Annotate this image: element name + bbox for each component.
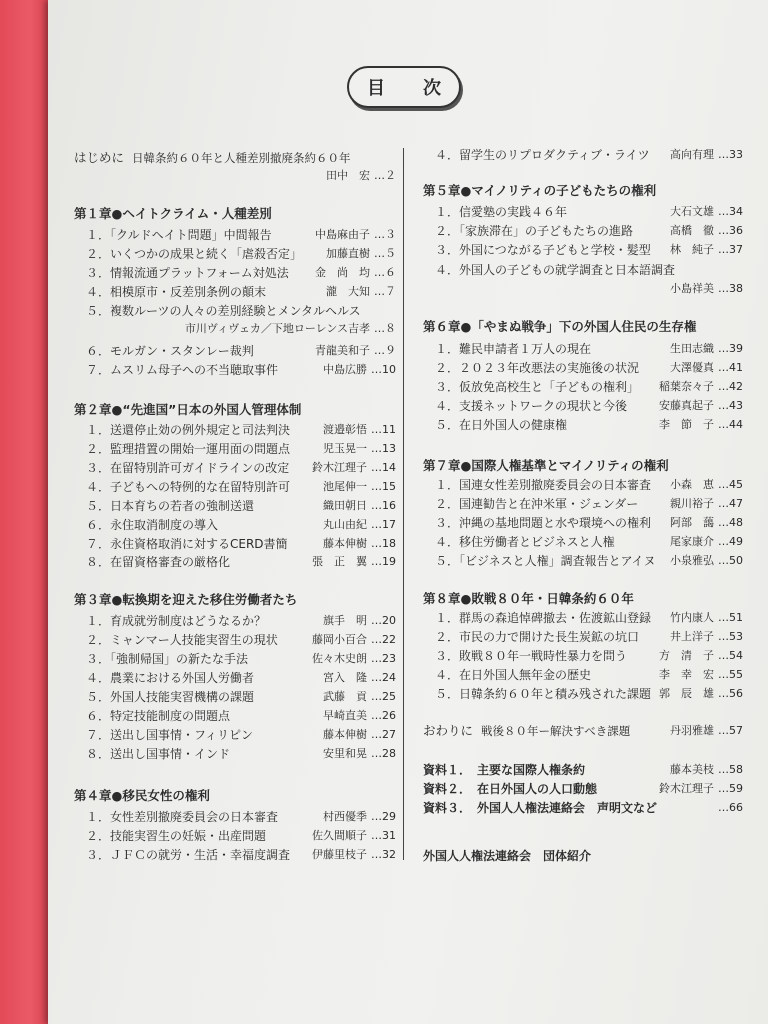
appendix-label: 資料１． — [423, 763, 472, 777]
entry-author-page — [670, 340, 743, 358]
entry-page-number: …11 — [371, 423, 396, 436]
toc-entry — [423, 647, 743, 665]
appendix-title: 外国人人権法連絡会 声明文など — [477, 801, 658, 815]
entry-page-number: …41 — [718, 361, 743, 374]
entry-title: ４．相模原市・反差別条例の顛末 — [86, 285, 267, 299]
entry-author-page — [323, 535, 396, 553]
entry-page-number: …57 — [718, 724, 743, 737]
entry-author: 生田志織 — [670, 342, 714, 355]
toc-entry — [423, 241, 743, 259]
chapter-title: 第５章●マイノリティの子どもたちの権利 — [423, 183, 657, 198]
entry-author-page — [670, 514, 743, 532]
entry-author-page — [323, 478, 396, 496]
chapter-heading — [74, 787, 396, 805]
chapter-title: 第８章●敗戦８０年・日韓条約６０年 — [423, 591, 634, 606]
toc-entry — [74, 342, 396, 360]
entry-author-page — [312, 631, 396, 649]
entry-author-page — [323, 669, 396, 687]
entry-author-page — [670, 552, 743, 570]
entry-title: ３．在留特別許可ガイドラインの改定 — [86, 461, 290, 475]
entry-author: 高橋 徹 — [670, 224, 714, 237]
chapter-title: 第３章●転換期を迎えた移住労働者たち — [74, 592, 298, 607]
entry-author: 竹内康人 — [670, 611, 714, 624]
toc-entry — [74, 808, 396, 826]
toc-entry — [423, 476, 743, 494]
entry-author: 藤本美枝 — [670, 763, 714, 776]
toc-entry — [423, 628, 743, 646]
entry-author-page — [323, 361, 396, 379]
entry-title: ３．沖縄の基地問題と水や環境への権利 — [435, 516, 652, 530]
entry-author-page — [315, 226, 396, 244]
entry-author: 市川ヴィヴェカ／下地ローレンス吉孝 — [184, 322, 370, 335]
entry-author-page — [670, 476, 743, 494]
toc-entry — [74, 478, 396, 496]
entry-author-page — [323, 707, 396, 725]
entry-page-number: …24 — [371, 671, 396, 684]
organization-title: 外国人人権法連絡会 団体紹介 — [423, 849, 592, 863]
entry-title: １．国連女性差別撤廃委員会の日本審査 — [435, 478, 652, 492]
entry-author: 安里和晃 — [323, 747, 367, 760]
entry-title: ４．留学生のリプロダクティブ・ライツ — [435, 148, 650, 162]
entry-author-page — [659, 416, 743, 434]
entry-author-page — [659, 685, 743, 703]
entry-title: ３．仮放免高校生と「子どもの権利」 — [435, 380, 640, 394]
entry-author: 伊藤里枝子 — [312, 848, 367, 861]
entry-author-page — [323, 745, 396, 763]
toc-entry — [423, 514, 743, 532]
appendix-entry — [423, 761, 743, 779]
entry-page-number: …55 — [718, 668, 743, 681]
entry-author-page — [323, 612, 396, 630]
toc-entry — [423, 340, 743, 358]
entry-author-page — [323, 726, 396, 744]
intro-title: はじめに — [74, 150, 125, 165]
entry-page-number: …13 — [371, 442, 396, 455]
entry-page-number: …23 — [371, 652, 396, 665]
entry-title: １．送還停止効の例外規定と司法判決 — [86, 423, 291, 437]
entry-page-number: …８ — [374, 322, 396, 335]
entry-page-number: …48 — [718, 516, 743, 529]
entry-page-number: …３ — [374, 228, 396, 241]
entry-page-number: …２ — [374, 169, 396, 182]
toc-entry — [74, 707, 396, 725]
toc-entry — [74, 726, 396, 744]
entry-author: 旗手 明 — [323, 614, 367, 627]
entry-author: 李 幸 宏 — [659, 668, 714, 681]
entry-page-number: …10 — [371, 363, 396, 376]
entry-title: ４．外国人の子どもの就学調査と日本語調査 — [435, 263, 676, 277]
entry-title: ２．いくつかの成果と続く「虐殺否定」 — [86, 247, 303, 261]
toc-entry — [423, 495, 743, 513]
toc-entry — [74, 440, 396, 458]
toc-entry — [74, 669, 396, 687]
entry-author-page — [326, 283, 396, 301]
entry-author: 高向有理 — [670, 148, 714, 161]
entry-page-number: …38 — [718, 282, 743, 295]
chapter-title: 第６章●「やまぬ戦争」下の外国人住民の生存権 — [423, 319, 697, 334]
entry-page-number: …29 — [371, 810, 396, 823]
intro-entry — [423, 722, 743, 740]
entry-page-number: …36 — [718, 224, 743, 237]
entry-author: 尾家康介 — [670, 535, 714, 548]
toc-entry — [74, 535, 396, 553]
entry-title: ３．「強制帰国」の新たな手法 — [86, 652, 249, 666]
entry-page-number: …34 — [718, 205, 743, 218]
entry-author-page — [659, 378, 743, 396]
entry-page-number: …56 — [718, 687, 743, 700]
entry-title: ２．監理措置の開始一運用面の問題点 — [86, 442, 291, 456]
toc-entry — [74, 846, 396, 864]
entry-author-page — [323, 808, 396, 826]
entry-author-page — [312, 650, 396, 668]
chapter-title: 第１章●ヘイトクライム・人種差別 — [74, 206, 272, 221]
entry-page-number: …27 — [371, 728, 396, 741]
entry-author: 阿部 藹 — [670, 516, 714, 529]
toc-author-line — [74, 167, 396, 185]
appendix-title: 主要な国際人権条約 — [477, 763, 586, 777]
entry-author-page — [323, 688, 396, 706]
entry-title: ５．在日外国人の健康権 — [435, 418, 568, 432]
entry-page-number: …９ — [374, 344, 396, 357]
column-divider — [403, 148, 404, 860]
entry-author: 宮入 隆 — [323, 671, 367, 684]
appendix-label: 資料３． — [423, 801, 472, 815]
entry-author-page — [312, 827, 396, 845]
toc-entry — [74, 631, 396, 649]
entry-author-page — [659, 666, 743, 684]
entry-title: ６．永住取消制度の導入 — [86, 518, 219, 532]
entry-author: 池尾伸一 — [323, 480, 367, 493]
entry-title: １．育成就労制度はどうなるか？ — [86, 614, 267, 628]
entry-title: ２．国連勧告と在沖米軍・ジェンダー — [435, 497, 639, 511]
toc-entry — [74, 245, 396, 263]
entry-page-number: …53 — [718, 630, 743, 643]
toc-entry — [423, 609, 743, 627]
entry-page-number: …19 — [371, 555, 396, 568]
entry-title: １．「クルドヘイト問題」中間報告 — [86, 228, 272, 242]
entry-title: ６．モルガン・スタンレー裁判 — [86, 344, 254, 358]
entry-author: 村西優季 — [323, 810, 367, 823]
entry-page-number: …26 — [371, 709, 396, 722]
entry-page-number: …37 — [718, 243, 743, 256]
entry-author: 大石文雄 — [670, 205, 714, 218]
chapter-heading — [74, 401, 396, 419]
intro-subtitle: 戦後８０年ー解決すべき課題 — [481, 724, 631, 738]
intro-entry — [74, 149, 396, 167]
toc-entry — [423, 552, 743, 570]
entry-author: 親川裕子 — [670, 497, 714, 510]
chapter-heading — [74, 591, 396, 609]
entry-title: ３．情報流通プラットフォーム対処法 — [86, 266, 289, 280]
entry-page-number: …66 — [718, 801, 743, 814]
toc-entry — [423, 203, 743, 221]
entry-author-page — [670, 222, 743, 240]
entry-title: ４．農業における外国人労働者 — [86, 671, 255, 685]
entry-title: ７．送出し国事情・フィリピン — [86, 728, 254, 742]
toc-entry — [74, 264, 396, 282]
entry-author: 藤本伸樹 — [323, 728, 367, 741]
entry-author-page — [323, 440, 396, 458]
entry-page-number: …５ — [374, 247, 396, 260]
entry-author: 林 純子 — [670, 243, 714, 256]
entry-author: 藤本伸樹 — [323, 537, 367, 550]
toc-entry — [423, 146, 743, 164]
entry-title: １．信愛塾の実践４６年 — [435, 205, 568, 219]
entry-author: 安藤真起子 — [659, 399, 714, 412]
appendix-title: 在日外国人の人口動態 — [477, 782, 598, 796]
entry-author: 瀧 大知 — [326, 285, 370, 298]
entry-page-number: …51 — [718, 611, 743, 624]
entry-author-page — [659, 397, 743, 415]
entry-author: 丸山由紀 — [323, 518, 367, 531]
entry-author: 田中 宏 — [326, 169, 370, 182]
entry-title: １．群馬の森追悼碑撤去・佐渡鉱山登録 — [435, 611, 652, 625]
entry-page-number: …18 — [371, 537, 396, 550]
entry-author: 青龍美和子 — [315, 344, 370, 357]
toc-entry — [423, 533, 743, 551]
entry-page-number: …59 — [718, 782, 743, 795]
entry-page-number: …54 — [718, 649, 743, 662]
entry-author: 小泉雅弘 — [670, 554, 714, 567]
entry-author-page — [312, 459, 396, 477]
entry-title: ８．送出し国事情・インド — [86, 747, 231, 761]
toc-entry — [74, 650, 396, 668]
entry-page-number: …33 — [718, 148, 743, 161]
entry-page-number: …28 — [371, 747, 396, 760]
entry-title: ２．技能実習生の妊娠・出産問題 — [86, 829, 267, 843]
entry-title: ５．日韓条約６０年と積み残された課題 — [435, 687, 652, 701]
entry-author-page — [323, 516, 396, 534]
entry-title: ２．市民の力で開けた長生炭鉱の坑口 — [435, 630, 640, 644]
entry-author-page — [670, 533, 743, 551]
entry-title: １．難民申請者１万人の現在 — [435, 342, 592, 356]
toc-entry — [423, 359, 743, 377]
toc-entry — [74, 226, 396, 244]
appendix-entry — [423, 780, 743, 798]
organization-intro — [423, 847, 743, 865]
entry-author: 鈴木江理子 — [659, 782, 714, 795]
toc-entry — [74, 612, 396, 630]
entry-author-page — [670, 495, 743, 513]
entry-page-number: …14 — [371, 461, 396, 474]
entry-author-page — [323, 421, 396, 439]
entry-page-number: …31 — [371, 829, 396, 842]
entry-title: ２．２０２３年改悪法の実施後の状況 — [435, 361, 640, 375]
entry-author: 丹羽雅雄 — [670, 724, 714, 737]
entry-author-page — [315, 342, 396, 360]
chapter-title: 第７章●国際人権基準とマイノリティの権利 — [423, 458, 669, 473]
entry-author: 中島麻由子 — [315, 228, 370, 241]
chapter-title: 第２章●“先進国”日本の外国人管理体制 — [74, 402, 302, 417]
entry-title: １．女性差別撤廃委員会の日本審査 — [86, 810, 279, 824]
entry-author-page — [670, 241, 743, 259]
entry-author-page — [670, 359, 743, 377]
appendix-label: 資料２． — [423, 782, 472, 796]
entry-author: 稲葉奈々子 — [659, 380, 714, 393]
entry-author-page — [323, 497, 396, 515]
chapter-heading — [423, 318, 743, 336]
entry-page-number: …47 — [718, 497, 743, 510]
entry-author-page — [670, 628, 743, 646]
entry-page-number: …42 — [718, 380, 743, 393]
entry-page-number: …20 — [371, 614, 396, 627]
appendix-entry — [423, 799, 743, 817]
entry-author-page — [659, 647, 743, 665]
entry-author: 渡邉彰悟 — [323, 423, 367, 436]
entry-author: 大澤優真 — [670, 361, 714, 374]
entry-page-number: …22 — [371, 633, 396, 646]
entry-title: ４．移住労働者とビジネスと人権 — [435, 535, 615, 549]
entry-page-number: …50 — [718, 554, 743, 567]
intro-subtitle: 日韓条約６０年と人種差別撤廃条約６０年 — [132, 151, 351, 165]
toc-entry — [423, 378, 743, 396]
toc-entry — [74, 283, 396, 301]
entry-title: ５．外国人技能実習機構の課題 — [86, 690, 255, 704]
entry-title: ５．「ビジネスと人権」調査報告とアイヌ — [435, 554, 656, 568]
entry-author: 金 尚 均 — [315, 266, 370, 279]
entry-title: ３．外国につながる子どもと学校・髪型 — [435, 243, 651, 257]
entry-title: ５．複数ルーツの人々の差別経験とメンタルヘルス — [86, 304, 361, 318]
entry-author: 武藤 貢 — [323, 690, 367, 703]
entry-author-page — [326, 245, 396, 263]
intro-title: おわりに — [423, 723, 474, 738]
entry-title: ４．在日外国人無年金の歴史 — [435, 668, 592, 682]
entry-page-number: …16 — [371, 499, 396, 512]
toc-entry — [423, 222, 743, 240]
entry-page-number: …25 — [371, 690, 396, 703]
chapter-heading — [423, 182, 743, 200]
entry-author: 佐久間順子 — [312, 829, 367, 842]
entry-author: 小島祥美 — [670, 282, 714, 295]
entry-page-number: …６ — [374, 266, 396, 279]
entry-author: 小森 恵 — [670, 478, 714, 491]
toc-entry — [74, 421, 396, 439]
entry-author: 織田朝日 — [323, 499, 367, 512]
book-spine-edge — [0, 0, 50, 1024]
toc-entry — [74, 302, 396, 320]
entry-author-page — [670, 203, 743, 221]
entry-author: 井上洋子 — [670, 630, 714, 643]
toc-entry — [423, 666, 743, 684]
entry-title: ８．在留資格審査の厳格化 — [86, 555, 231, 569]
entry-page-number: …17 — [371, 518, 396, 531]
entry-title: ３．敗戦８０年一戦時性暴力を問う — [435, 649, 628, 663]
toc-entry — [423, 685, 743, 703]
toc-author-line — [74, 320, 396, 338]
chapter-heading — [423, 457, 743, 475]
entry-author: 児玉晃一 — [323, 442, 367, 455]
toc-page — [48, 0, 768, 1024]
entry-page-number: …32 — [371, 848, 396, 861]
entry-author: 藤岡小百合 — [312, 633, 367, 646]
entry-page-number: …７ — [374, 285, 396, 298]
entry-author-page — [315, 264, 396, 282]
entry-title: ４．子どもへの特例的な在留特別許可 — [86, 480, 291, 494]
entry-page-number: …15 — [371, 480, 396, 493]
chapter-heading — [423, 590, 743, 608]
entry-title: ７．ムスリム母子への不当聴取事件 — [86, 363, 279, 377]
entry-author: 加藤直樹 — [326, 247, 370, 260]
entry-author: 張 正 翼 — [312, 555, 367, 568]
entry-title: ４．支援ネットワークの現状と今後 — [435, 399, 628, 413]
entry-author: 佐々木史朗 — [312, 652, 367, 665]
entry-author-page — [312, 553, 396, 571]
chapter-heading — [74, 205, 396, 223]
entry-page-number: …39 — [718, 342, 743, 355]
entry-title: ６．特定技能制度の問題点 — [86, 709, 231, 723]
toc-entry — [423, 397, 743, 415]
entry-page-number: …43 — [718, 399, 743, 412]
page-title: 目 次 — [347, 66, 461, 108]
toc-entry — [74, 553, 396, 571]
toc-entry — [74, 459, 396, 477]
entry-title: ２．「家族滞在」の子どもたちの進路 — [435, 224, 634, 238]
entry-author: 早崎直美 — [323, 709, 367, 722]
toc-entry — [74, 827, 396, 845]
toc-entry — [74, 497, 396, 515]
chapter-title: 第４章●移民女性の権利 — [74, 788, 210, 803]
toc-entry — [74, 688, 396, 706]
entry-page-number: …58 — [718, 763, 743, 776]
toc-entry — [74, 745, 396, 763]
entry-author-page — [312, 846, 396, 864]
entry-page-number: …45 — [718, 478, 743, 491]
entry-title: ７．永住資格取消に対するCERD書簡 — [86, 537, 288, 551]
toc-entry — [423, 416, 743, 434]
toc-author-line — [423, 280, 743, 298]
entry-page-number: …44 — [718, 418, 743, 431]
entry-page-number: …49 — [718, 535, 743, 548]
entry-author: 方 清 子 — [659, 649, 714, 662]
toc-entry — [423, 261, 743, 279]
entry-title: ２．ミャンマー人技能実習生の現状 — [86, 633, 278, 647]
entry-author: 郭 辰 雄 — [659, 687, 714, 700]
entry-author: 李 節 子 — [659, 418, 714, 431]
toc-entry — [74, 361, 396, 379]
entry-author-page — [670, 609, 743, 627]
entry-author: 鈴木江理子 — [312, 461, 367, 474]
entry-author: 中島広勝 — [323, 363, 367, 376]
entry-author-page — [670, 146, 743, 164]
toc-entry — [74, 516, 396, 534]
entry-title: ３．ＪＦＣの就労・生活・幸福度調査 — [86, 848, 291, 862]
entry-title: ５．日本育ちの若者の強制送還 — [86, 499, 255, 513]
